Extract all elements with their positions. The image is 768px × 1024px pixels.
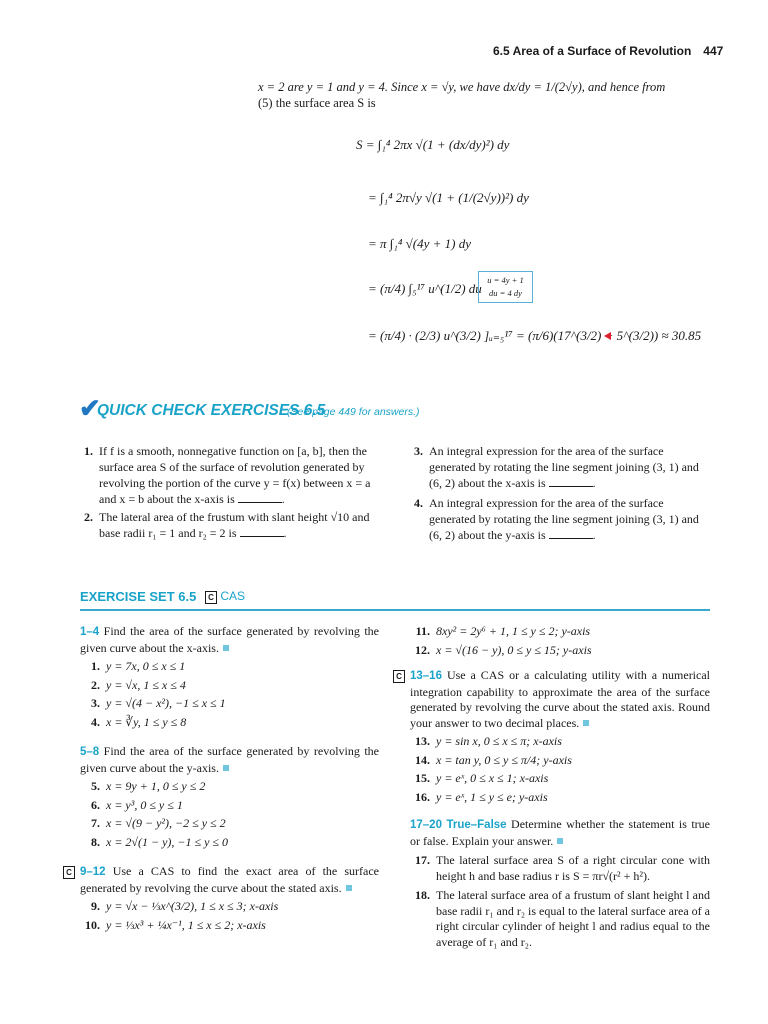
exercise-text: The lateral surface area of a frustum of slant height l and base radii r₁ and r₂ is equal to the lateral surface area of a right circular cylinder of height l and radius equal to the average of r₁ and r₂. (436, 888, 710, 949)
group-range: 17–20 (410, 819, 442, 831)
exercise-item (80, 835, 379, 851)
quick-check-title: QUICK CHECK EXERCISES 6.5 (97, 402, 326, 419)
item-number: 1. (84, 444, 93, 458)
exercise-item (410, 771, 710, 787)
item-text: If f is a smooth, nonnegative function on [a, b], then the surface area S of the surface of revolution generated by revolving the portion of the curve y = f(x) between x = a and x = b about the x-axis is (99, 444, 371, 506)
group-range: 5–8 (80, 746, 100, 758)
exercise-expression: y = 7x, 0 ≤ x ≤ 1 (106, 659, 186, 673)
exercise-number: 7. (91, 816, 100, 830)
exercise-number: 12. (415, 642, 430, 657)
exercise-item (80, 696, 379, 712)
exercise-item (80, 816, 379, 832)
exercise-number: 4. (91, 714, 100, 729)
exercise-group-instructions (410, 817, 710, 849)
end-square-icon (583, 720, 589, 726)
running-head (493, 44, 723, 58)
derivation-line-5: = (π/4) · (2/3) u^(3/2) ]ᵤ₌₅¹⁷ = (π/6)(17^(3/2) − 5^(3/2)) ≈ 30.85 (368, 328, 702, 343)
end-square-icon (346, 885, 352, 891)
exercise-group-instructions (66, 864, 379, 896)
exercise-item (410, 734, 710, 750)
group-range: 13–16 (410, 670, 442, 682)
exercise-expression: x = 9y + 1, 0 ≤ y ≤ 2 (106, 779, 206, 793)
exercise-expression: y = √x − ⅓x^(3/2), 1 ≤ x ≤ 3; x-axis (106, 899, 279, 913)
exercise-right-column (396, 624, 711, 952)
substitution-box (478, 271, 533, 303)
exercise-expression: x = √(9 − y²), −2 ≤ y ≤ 2 (106, 816, 226, 830)
exercise-item (80, 659, 379, 675)
exercise-number: 18. (415, 888, 430, 902)
group-range: 9–12 (80, 866, 106, 878)
checkmark-icon: ✔ (79, 394, 101, 423)
exercise-number: 11. (415, 624, 430, 638)
end-square-icon (557, 838, 563, 844)
exercise-item (80, 678, 379, 694)
exercise-item (80, 918, 379, 934)
group-text: Find the area of the surface generated by revolving the given curve about the x-axis. (80, 624, 380, 655)
exercise-item (80, 779, 379, 795)
cas-legend (205, 589, 245, 604)
quick-check-item (84, 443, 380, 507)
item-end: . (283, 526, 287, 540)
exercise-item (80, 715, 379, 731)
item-number: 3. (414, 444, 423, 458)
exercise-number: 16. (415, 789, 430, 804)
intro-line-1: x = 2 are y = 1 and y = 4. Since x = √y, we have dx/dy = 1/(2√y), and hence from (258, 80, 666, 94)
exercise-expression: y = sin x, 0 ≤ x ≤ π; x-axis (436, 734, 562, 748)
answer-blank (238, 492, 282, 503)
exercise-item (410, 888, 710, 950)
exercise-group-instructions (80, 624, 379, 656)
substitution-line-1: u = 4y + 1 (487, 275, 524, 285)
answer-blank (549, 476, 593, 487)
exercise-expression: y = ⅓x³ + ¼x⁻¹, 1 ≤ x ≤ 2; x-axis (106, 917, 266, 932)
cas-icon: C (393, 670, 405, 683)
cas-icon: C (205, 591, 217, 604)
section-rule (80, 609, 710, 611)
section-title: 6.5 Area of a Surface of Revolution (493, 44, 692, 58)
group-text: Use a CAS or a calculating utility with a numerical integration capability to approximate the area of the surface generated by revolving the curve about the stated axis. Round your answer to two decimal places. (410, 668, 711, 730)
group-text: Use a CAS to find the exact area of the surface generated by revolving the curve about the stated axis. (80, 864, 379, 895)
exercise-number: 9. (91, 899, 100, 913)
item-text: An integral expression for the area of the surface generated by rotating the line segment joining (3, 1) and (6, 2) about the y-axis is (429, 496, 699, 542)
exercise-number: 13. (415, 734, 430, 748)
exercise-item (80, 899, 379, 915)
exercise-number: 17. (415, 853, 430, 867)
derivation-line-4: = (π/4) ∫₅¹⁷ u^(1/2) du (368, 281, 482, 296)
quick-check-item (414, 443, 710, 491)
exercise-number: 1. (91, 659, 100, 673)
item-end: . (592, 528, 596, 542)
answer-blank (549, 528, 593, 539)
substitution-line-2: du = 4 dy (489, 288, 522, 298)
item-end: . (592, 476, 596, 490)
quick-check-right-column (414, 443, 710, 545)
exercise-group-instructions (396, 668, 711, 731)
exercise-item (410, 853, 710, 884)
exercise-item (410, 643, 710, 659)
quick-check-item (414, 495, 710, 543)
exercise-number: 5. (91, 779, 100, 793)
exercise-item (410, 753, 710, 769)
exercise-item (410, 624, 710, 640)
derivation-line-3: = π ∫₁⁴ √(4y + 1) dy (368, 236, 471, 251)
answer-blank (240, 526, 284, 537)
quick-check-left-column (84, 443, 380, 543)
exercise-item (80, 798, 379, 814)
exercise-expression: y = eˣ, 0 ≤ x ≤ 1; x-axis (436, 771, 549, 785)
exercise-item (410, 790, 710, 806)
derivation-line-2: = ∫₁⁴ 2π√y √(1 + (1/(2√y))²) dy (368, 190, 529, 205)
quick-check-subtitle: (See page 449 for answers.) (287, 406, 420, 418)
exercise-expression: 8xy² = 2y⁶ + 1, 1 ≤ y ≤ 2; y-axis (436, 624, 591, 638)
derivation-line-1: S = ∫₁⁴ 2πx √(1 + (dx/dy)²) dy (356, 137, 510, 152)
exercise-number: 10. (85, 917, 100, 932)
end-square-icon (223, 765, 229, 771)
exercise-expression: x = y³, 0 ≤ y ≤ 1 (106, 797, 183, 812)
item-number: 2. (84, 510, 93, 524)
exercise-expression: x = 2√(1 − y), −1 ≤ y ≤ 0 (106, 834, 229, 849)
item-text: The lateral area of the frustum with slant height √10 and base radii r₁ = 1 and r₂ = 2 is (99, 510, 370, 540)
exercise-expression: x = tan y, 0 ≤ y ≤ π/4; y-axis (436, 752, 572, 767)
exercise-expression: x = ∛y, 1 ≤ y ≤ 8 (106, 714, 187, 729)
exercise-number: 14. (415, 752, 430, 767)
exercise-number: 2. (91, 677, 100, 692)
exercise-left-column (66, 624, 380, 936)
exercise-set-title: EXERCISE SET 6.5 (80, 589, 197, 604)
group-text: Determine whether the statement is true or false. Explain your answer. (410, 817, 711, 848)
end-of-example-marker (604, 332, 611, 340)
page-number: 447 (703, 44, 724, 58)
cas-icon: C (63, 866, 75, 879)
item-text: An integral expression for the area of the surface generated by rotating the line segment joining (3, 1) and (6, 2) about the x-axis is (429, 444, 699, 490)
exercise-group-instructions (80, 744, 379, 776)
exercise-number: 8. (91, 834, 100, 849)
group-label: True–False (446, 819, 507, 831)
end-square-icon (223, 645, 229, 651)
exercise-expression: y = √x, 1 ≤ x ≤ 4 (106, 677, 186, 692)
exercise-expression: y = eˣ, 1 ≤ y ≤ e; y-axis (436, 789, 548, 804)
exercise-expression: x = √(16 − y), 0 ≤ y ≤ 15; y-axis (436, 642, 592, 657)
exercise-number: 15. (415, 771, 430, 785)
cas-label: CAS (220, 589, 246, 603)
group-range: 1–4 (80, 626, 100, 638)
item-number: 4. (414, 496, 423, 510)
exercise-number: 3. (91, 696, 100, 710)
intro-line-2: (5) the surface area S is (258, 96, 376, 110)
group-text: Find the area of the surface generated by revolving the given curve about the y-axis. (80, 744, 380, 775)
exercise-text: The lateral surface area S of a right circular cone with height h and base radius r is S = πr√(r² + h²). (436, 853, 710, 883)
intro-paragraph (258, 79, 710, 111)
item-end: . (281, 492, 285, 506)
exercise-expression: y = √(4 − x²), −1 ≤ x ≤ 1 (106, 696, 226, 710)
exercise-number: 6. (91, 797, 100, 812)
quick-check-item (84, 509, 380, 541)
